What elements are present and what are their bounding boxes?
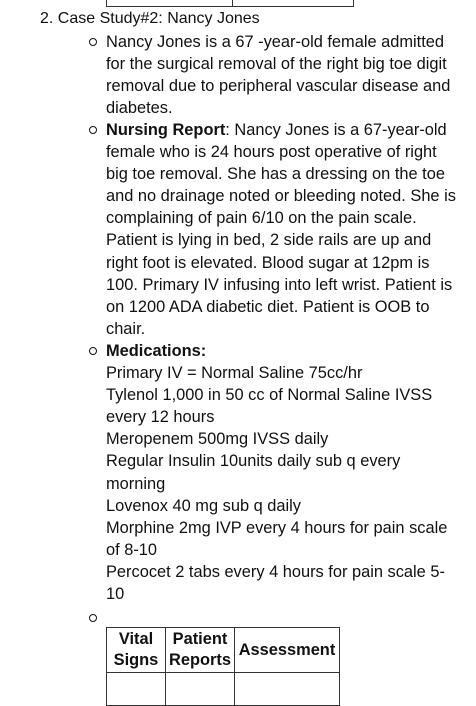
medication-item: Regular Insulin 10units daily sub q every morning: [106, 452, 401, 493]
table-cell[interactable]: [107, 673, 166, 706]
table-cell[interactable]: [235, 673, 340, 706]
nursing-report-text: : Nancy Jones is a 67-year-old female who is 24 hours post operative of right big toe removal. She has a dressing on the toe and no drainage noted or bleeding noted. She is complaining of pain 6/10 on the pain scale. Patient is lying in bed, 2 side rails are up and right foot is elevated. Blood sugar at 12pm is 100. Primary IV infusing into left wrist. Patient is on 1200 ADA diabetic diet. Patient is OOB to chair.: [106, 121, 456, 338]
medication-item: Lovenox 40 mg sub q daily: [106, 496, 301, 515]
bullet-icon: [89, 126, 97, 134]
bullet-icon: [89, 38, 97, 46]
header-patient-reports: Patient Reports: [166, 628, 235, 673]
medication-item: Percocet 2 tabs every 4 hours for pain scale 5-10: [106, 562, 445, 604]
medications-label: Medications:: [106, 342, 207, 360]
bullet-icon: [89, 614, 97, 622]
intro-text: Nancy Jones is a 67 -year-old female admitted for the surgical removal of the right big toe digit removal due to peripheral vascular disease and diabetes.: [106, 33, 451, 118]
header-assessment: Assessment: [235, 628, 340, 673]
list-item-nursing-report: [106, 119, 462, 340]
medication-item: Primary IV = Normal Saline 75cc/hr: [106, 364, 363, 383]
bullet-icon: [89, 347, 97, 355]
medication-item: Meropenem 500mg IVSS daily: [106, 430, 329, 449]
header-vital-signs: Vital Signs: [107, 628, 166, 673]
medication-item: Tylenol 1,000 in 50 cc of Normal Saline IVSS every 12 hours: [106, 386, 433, 427]
medication-item: Morphine 2mg IVP every 4 hours for pain scale of 8-10: [106, 518, 448, 559]
nursing-report-label: Nursing Report: [106, 121, 226, 139]
table-header-row: [107, 628, 340, 673]
table-cell[interactable]: [166, 673, 235, 706]
table-row: [107, 673, 340, 706]
previous-table-divider: [232, 0, 233, 6]
list-item-medications: [106, 340, 462, 605]
case-study-heading: 2. Case Study#2: Nancy Jones: [40, 10, 260, 27]
previous-table-bottom-edge: [106, 0, 354, 7]
assessment-table: [106, 627, 340, 706]
list-item-intro: [106, 31, 462, 119]
